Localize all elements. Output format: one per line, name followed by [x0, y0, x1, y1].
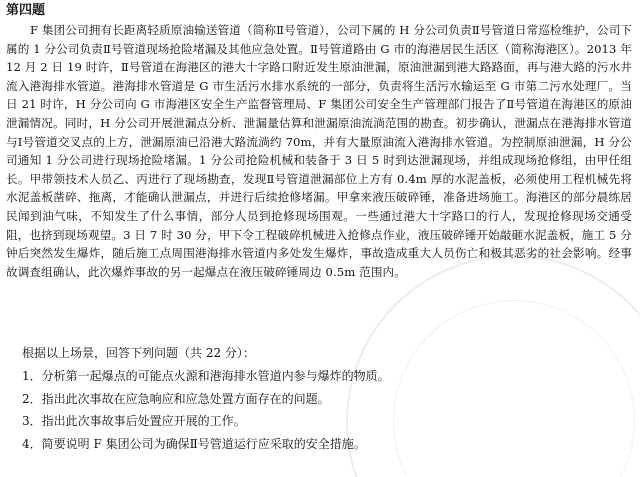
- question-item: [22, 388, 390, 411]
- question-list: [22, 365, 390, 455]
- watermark-inner-ring: [393, 300, 635, 477]
- question-number: 2．: [22, 391, 42, 406]
- watermark-ring: [346, 255, 640, 477]
- question-text: 分析第一起爆点的可能点火源和港海排水管道内参与爆炸的物质。: [41, 369, 390, 383]
- question-text: 简要说明 F 集团公司为确保Ⅱ号管道运行应采取的安全措施。: [41, 436, 366, 451]
- question-number: 1．: [22, 369, 42, 383]
- scenario-passage: F 集团公司拥有长距离轻质原油输送管道（简称Ⅱ号管道），公司下属的 H 分公司负责Ⅱ号管道日常巡检维护，公司下属的 1 分公司负责Ⅱ号管道现场抢险堵漏及其他应急处置。Ⅱ号管道路由 G 市的海港居民生活区（简称海港区）。2013 年 12 月 2 日 19 时许，Ⅱ号管道在海港区的港大十字路口附近发生原油泄漏，原油泄漏到港大路路面，再与港大路的污水井流入港海排水管道。港海排水管道是 G 市生活污水排水系统的一部分，负责将生活污水输运至 G 市第二污水处理厂。当日 21 时许，H 分公司向 G 市海港区安全生产监督管理局、F 集团公司安全生产管理部门报告了Ⅱ号管道在海港区的原油泄漏情况。同时，H 分公司开展泄漏点分析、泄漏量估算和泄漏原油流淌范围的勘查。初步确认，泄漏点在港海排水管道与Ⅰ号管道交叉点的上方，泄漏原油已沿港大路流淌约 70m，并有大量原油流入港海排水管道。为控制原油泄漏，H 分公司通知 1 分公司进行现场抢险堵漏。1 分公司抢险机械和装备于 3 日 5 时到达泄漏现场，并组成现场抢修组，由甲任组长。甲带领技术人员乙、丙进行了现场勘查，发现Ⅱ号管道泄漏部位上方有 0.4m 厚的水泥盖板，必须使用工程机械先将水泥盖板凿碎、拖离，才能确认泄漏点，并进行后续抢修堵漏。甲拿来液压破碎锤，准备进场施工。海港区的部分晨练居民闻到油气味，不知发生了什么事情，部分人员到抢修现场围观。一些通过港大十字路口的行人，发现抢修现场交通受阻，也挤到现场观望。3 日 7 时 30 分，甲下令工程破碎机械进入抢修点作业，液压破碎锤开始敲砸水泥盖板，施工 5 分钟后突然发生爆炸，随后施工点周围港海排水管道内多处发生爆炸，事故造成重大人员伤亡和极其恶劣的社会影响。经事故调查组确认，此次爆炸事故的另一起爆点在液压破碎锤周边 0.5m 范围内。: [6, 23, 632, 279]
- question-heading: 第四题: [6, 3, 46, 18]
- question-number: 4．: [22, 436, 42, 451]
- question-number: 3．: [22, 414, 42, 428]
- question-item: [22, 410, 390, 433]
- question-text: 指出此次事故事后处置应开展的工作。: [41, 414, 246, 428]
- questions-prompt: 根据以上场景，回答下列问题（共 22 分）：: [22, 346, 255, 360]
- question-item: [22, 365, 390, 388]
- question-item: [22, 433, 390, 456]
- question-text: 指出此次事故在应急响应和应急处置方面存在的问题。: [41, 391, 330, 406]
